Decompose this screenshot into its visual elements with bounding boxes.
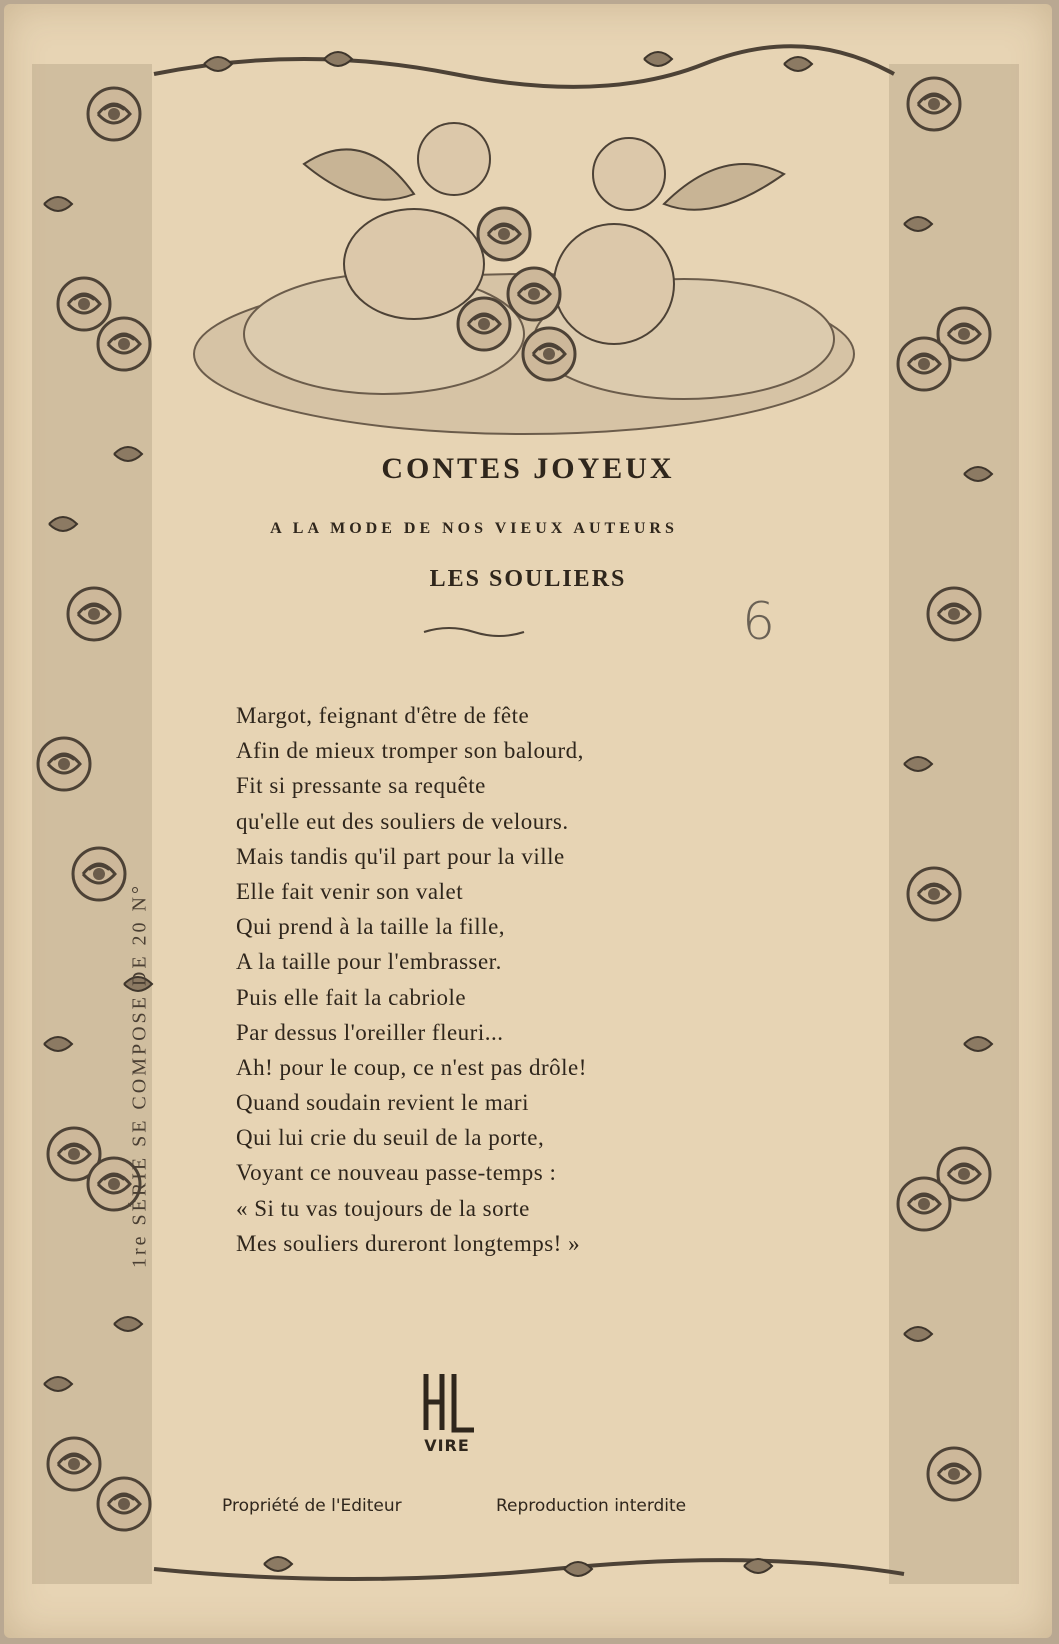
poem-line: Par dessus l'oreiller fleuri... [236,1019,504,1045]
poem-line: Quand soudain revient le mari [236,1090,529,1116]
poem-title: LES SOULIERS [429,566,627,592]
poem-line: Qui lui crie du seuil de la porte, [236,1125,545,1151]
poem-line: « Si tu vas toujours de la sorte [236,1195,530,1221]
left-floral-column [32,64,152,1584]
cherubs-illustration [194,123,854,434]
postcard [4,4,1052,1638]
right-floral-column [889,64,1019,1584]
page-title: CONTES JOYEUX [381,452,675,485]
poem-line: Afin de mieux tromper son balourd, [236,738,584,764]
poem-line: qu'elle eut des souliers de velours. [236,808,569,834]
bottom-vine [154,1557,904,1579]
publisher-monogram [412,1370,482,1434]
poem-body [236,698,587,1261]
poem-line: Mes souliers dureront longtemps! » [236,1230,581,1256]
poem-line: Voyant ce nouveau passe-temps : [236,1160,557,1186]
handwritten-number: 6 [742,592,776,652]
poem-line: Margot, feignant d'être de fête [236,703,530,728]
poem-line: A la taille pour l'embrasser. [236,949,502,975]
page-subtitle: A LA MODE DE NOS VIEUX AUTEURS [270,520,678,537]
top-vine [154,46,894,87]
poem-line: Elle fait venir son valet [236,878,464,904]
publisher-city: VIRE [424,1436,470,1455]
poem-line: Qui prend à la taille la fille, [236,914,506,940]
poem-line: Ah! pour le coup, ce n'est pas drôle! [236,1054,587,1080]
footer-reproduction-notice: Reproduction interdite [496,1496,687,1516]
footer-publisher-rights: Propriété de l'Editeur [222,1496,402,1516]
series-side-note: 1re SÉRIE SE COMPOSE DE 20 N° [128,883,151,1269]
poem-line: Mais tandis qu'il part pour la ville [236,843,565,869]
ornament-flourish [424,628,524,636]
poem-line: Fit si pressante sa requête [236,773,486,799]
poem-line: Puis elle fait la cabriole [236,984,467,1010]
